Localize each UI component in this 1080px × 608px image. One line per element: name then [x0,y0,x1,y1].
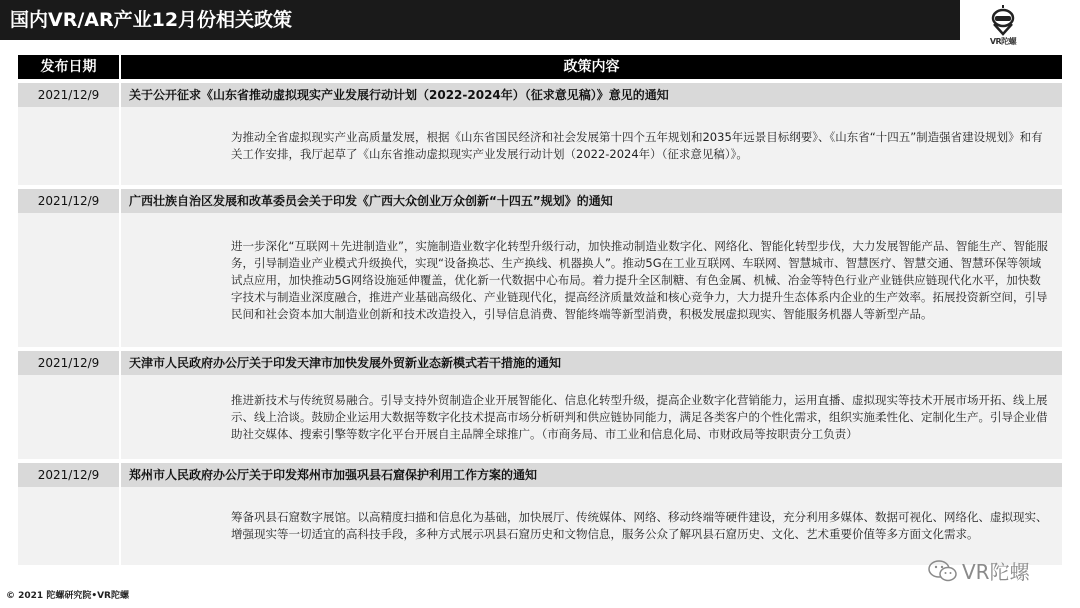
row-title: 广西壮族自治区发展和改革委员会关于印发《广西大众创业万众创新“十四五”规划》的通知 [121,189,1062,213]
policy-table [18,55,1062,565]
row-title: 郑州市人民政府办公厅关于印发郑州市加强巩县石窟保护利用工作方案的通知 [121,463,1062,487]
row-description: 筹备巩县石窟数字展馆。以高精度扫描和信息化为基础，加快展厅、传统媒体、网络、移动终端等硬件建设，充分利用多媒体、数据可视化、网络化、虚拟现实、增强现实等一切适宜的高科技手段，多种方式展示巩县石窟历史和文物信息，服务公众了解巩县石窟历史、文化、艺术重要价值等多方面文化需求。 [231,510,1048,541]
wechat-icon [928,560,958,582]
column-header-content: 政策内容 [121,55,1062,79]
table-row [18,189,1062,213]
row-date: 2021/12/9 [18,189,121,213]
table-header [18,55,1062,79]
row-description: 推进新技术与传统贸易融合。引导支持外贸制造企业开展智能化、信息化转型升级，提高企业数字化营销能力，运用直播、虚拟现实等技术开展市场开拓、线上展示、线上洽谈。鼓励企业运用大数据等数字化技术提高市场分析研判和供应链协同能力，满足各类客户的个性化需求，组织实施柔性化、定制化生产。引导企业借助社交媒体、搜索引擎等数字化平台开展自主品牌全球推广。（市商务局、市工业和信息化局、市财政局等按职责分工负责） [231,392,1048,441]
table-row [18,351,1062,375]
row-title: 天津市人民政府办公厅关于印发天津市加快发展外贸新业态新模式若干措施的通知 [121,351,1062,375]
column-header-date: 发布日期 [18,55,121,79]
row-body [18,107,1062,185]
row-description: 进一步深化“互联网＋先进制造业”，实施制造业数字化转型升级行动，加快推动制造业数字化、网络化、智能化转型步伐，大力发展智能产品、智能生产、智能服务，引导制造业产业模式升级换代，实现“设备换芯、生产换线、机器换人”。推动5G在工业互联网、车联网、智慧城市、智慧医疗、智慧交通、智慧环保等领域试点应用，加快推动5G网络设施延伸覆盖，优化新一代数据中心布局。着力提升全区制糖、有色金属、机械、冶金等特色行业产业链供应链现代化水平，加快数字技术与制造业深度融合，推进产业基础高级化、产业链现代化，提高经济质量效益和核心竞争力，大力提升生态体系内企业的生产效率。拓展投资新空间，引导民间和社会资本加大制造业创新和技术改造投入，引导信息消费、智能终端等新型消费，积极发展虚拟现实、智能服务机器人等新型产品。 [231,238,1048,321]
row-body [18,487,1062,565]
table-row [18,463,1062,487]
row-date: 2021/12/9 [18,83,121,107]
copyright-text: © 2021 陀螺研究院•VR陀螺 [6,591,129,601]
row-body [18,213,1062,347]
table-row [18,83,1062,107]
watermark-text: VR陀螺 [962,560,1030,584]
logo-text: VR陀螺 [989,37,1017,46]
page-title: 国内VR/AR产业12月份相关政策 [0,0,960,40]
watermark [928,556,1030,585]
row-body [18,375,1062,459]
row-date: 2021/12/9 [18,351,121,375]
row-description: 为推动全省虚拟现实产业高质量发展，根据《山东省国民经济和社会发展第十四个五年规划和2035年远景目标纲要》、《山东省“十四五”制造强省建设规划》和有关工作安排，我厅起草了《山东省推动虚拟现实产业发展行动计划（2022-2024年）（征求意见稿）》。 [231,130,1043,161]
row-title: 关于公开征求《山东省推动虚拟现实产业发展行动计划（2022-2024年）（征求意见稿）》意见的通知 [121,83,1062,107]
row-date: 2021/12/9 [18,463,121,487]
